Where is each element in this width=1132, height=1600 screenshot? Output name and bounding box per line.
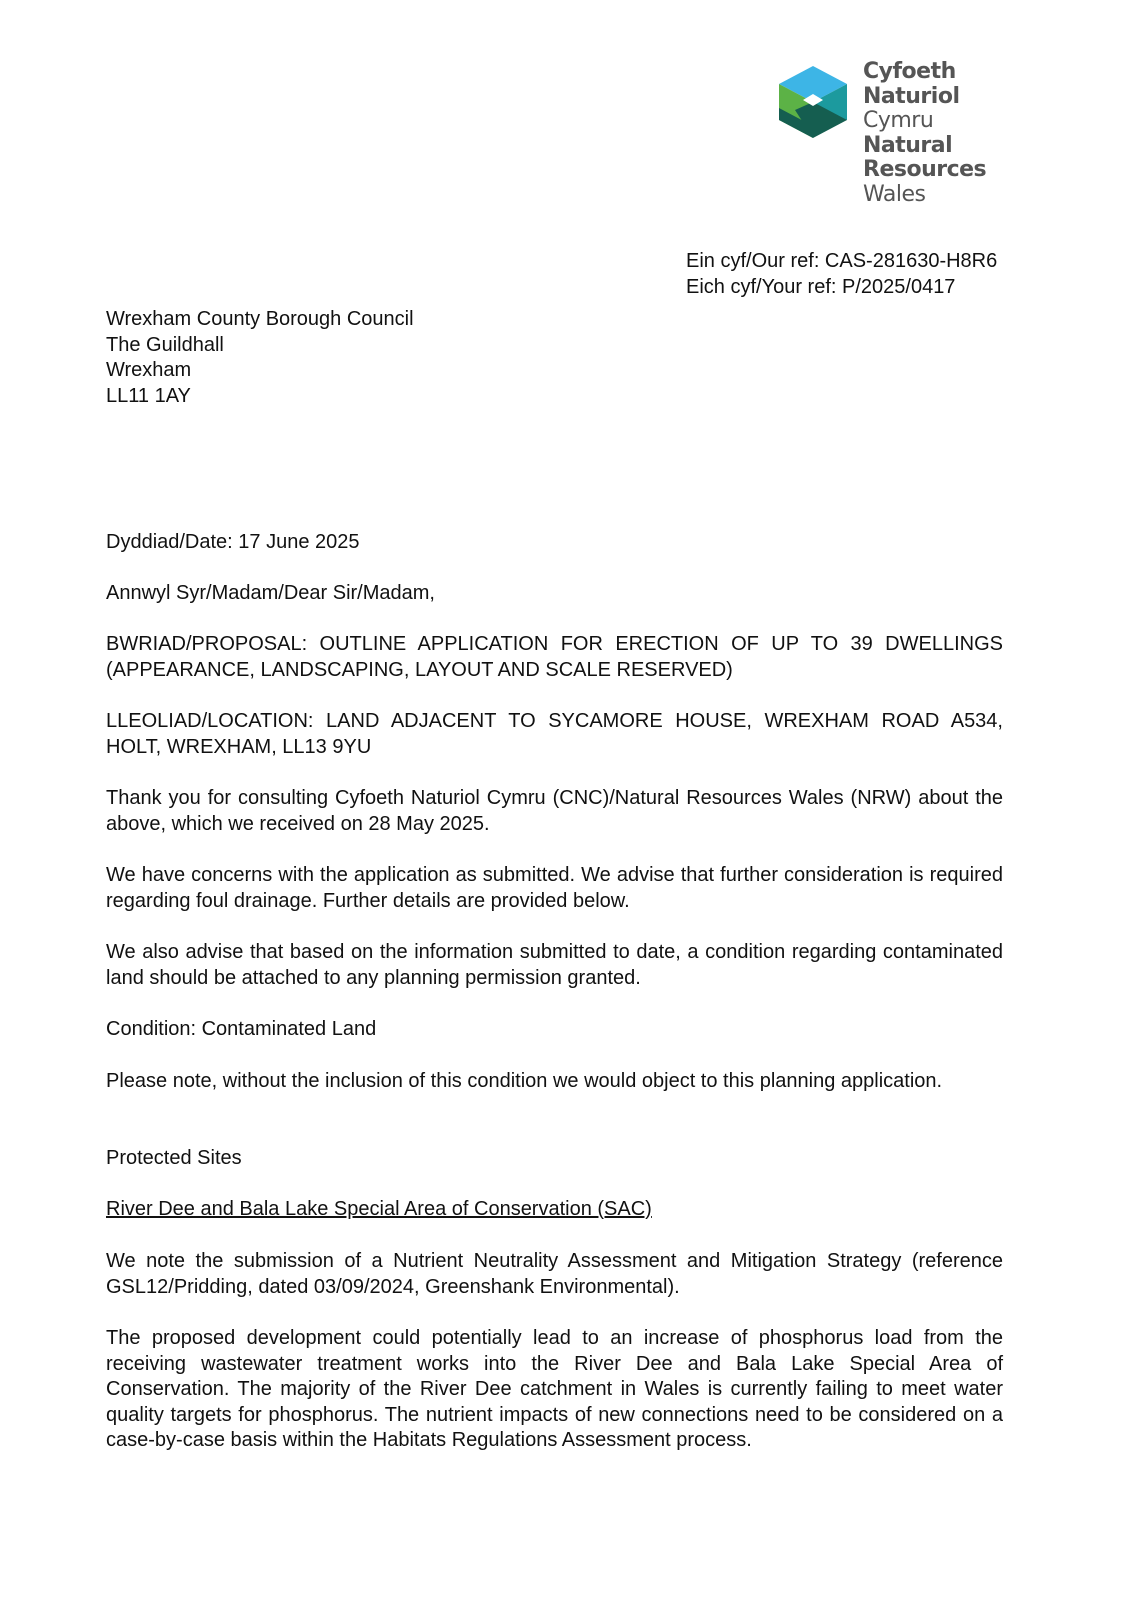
subsection-heading: River Dee and Bala Lake Special Area of Conservation (SAC) bbox=[106, 1198, 652, 1220]
address-line: Wrexham bbox=[106, 359, 192, 381]
logo-line: Wales bbox=[863, 181, 926, 207]
section-heading: Protected Sites bbox=[106, 1147, 242, 1169]
address-line: The Guildhall bbox=[106, 333, 224, 356]
paragraph: The proposed development could potentially lead to an increase of phosphorus load from the receiving wastewater treatment works into the River Dee and Bala Lake Special Area of Conservation. The majority of the River Dee catchment in Wales is currently failing to meet water quality targets for phosphorus. The nutrient impacts of new connections need to be considered on a case-by-case basis within the Habitats Regulations Assessment process. bbox=[106, 1327, 1003, 1451]
logo-line: Resources bbox=[863, 157, 987, 182]
your-ref: Eich cyf/Your ref: P/2025/0417 bbox=[686, 275, 956, 298]
paragraph: Thank you for consulting Cyfoeth Naturiol Cymru (CNC)/Natural Resources Wales (NRW) about the above, which we received on 28 May 2025. bbox=[106, 787, 1003, 835]
nrw-logo bbox=[775, 60, 1015, 220]
logo-line: Cymru bbox=[863, 108, 934, 133]
salutation: Annwyl Syr/Madam/Dear Sir/Madam, bbox=[106, 582, 435, 604]
paragraph: We note the submission of a Nutrient Neutrality Assessment and Mitigation Strategy (reference GSL12/Pridding, dated 03/09/2024, Greenshank Environmental). bbox=[106, 1250, 1003, 1298]
paragraph: We also advise that based on the information submitted to date, a condition regarding contaminated land should be attached to any planning permission granted. bbox=[106, 941, 1003, 989]
recipient-address bbox=[106, 307, 414, 409]
our-ref: Ein cyf/Our ref: CAS-281630-H8R6 bbox=[686, 250, 998, 272]
letter-date: Dyddiad/Date: 17 June 2025 bbox=[106, 531, 360, 553]
condition-heading: Condition: Contaminated Land bbox=[106, 1018, 377, 1040]
address-line: Wrexham County Borough Council bbox=[106, 308, 414, 330]
hexagon-logo-icon bbox=[775, 64, 851, 140]
logo-line: Naturiol bbox=[863, 83, 960, 109]
references bbox=[686, 249, 997, 300]
subsection-heading-row bbox=[106, 1197, 1003, 1223]
paragraph: Please note, without the inclusion of this condition we would object to this planning application. bbox=[106, 1070, 943, 1092]
logo-line: Natural bbox=[863, 132, 953, 158]
location: LLEOLIAD/LOCATION: LAND ADJACENT TO SYCAMORE HOUSE, WREXHAM ROAD A534, HOLT, WREXHAM, LL13 9YU bbox=[106, 710, 1003, 758]
address-line: LL11 1AY bbox=[106, 384, 191, 407]
proposal: BWRIAD/PROPOSAL: OUTLINE APPLICATION FOR ERECTION OF UP TO 39 DWELLINGS (APPEARANCE, LANDSCAPING, LAYOUT AND SCALE RESERVED) bbox=[106, 633, 1003, 681]
paragraph: We have concerns with the application as submitted. We advise that further consideration is required regarding foul drainage. Further details are provided below. bbox=[106, 864, 1003, 912]
logo-line: Cyfoeth bbox=[863, 59, 956, 84]
